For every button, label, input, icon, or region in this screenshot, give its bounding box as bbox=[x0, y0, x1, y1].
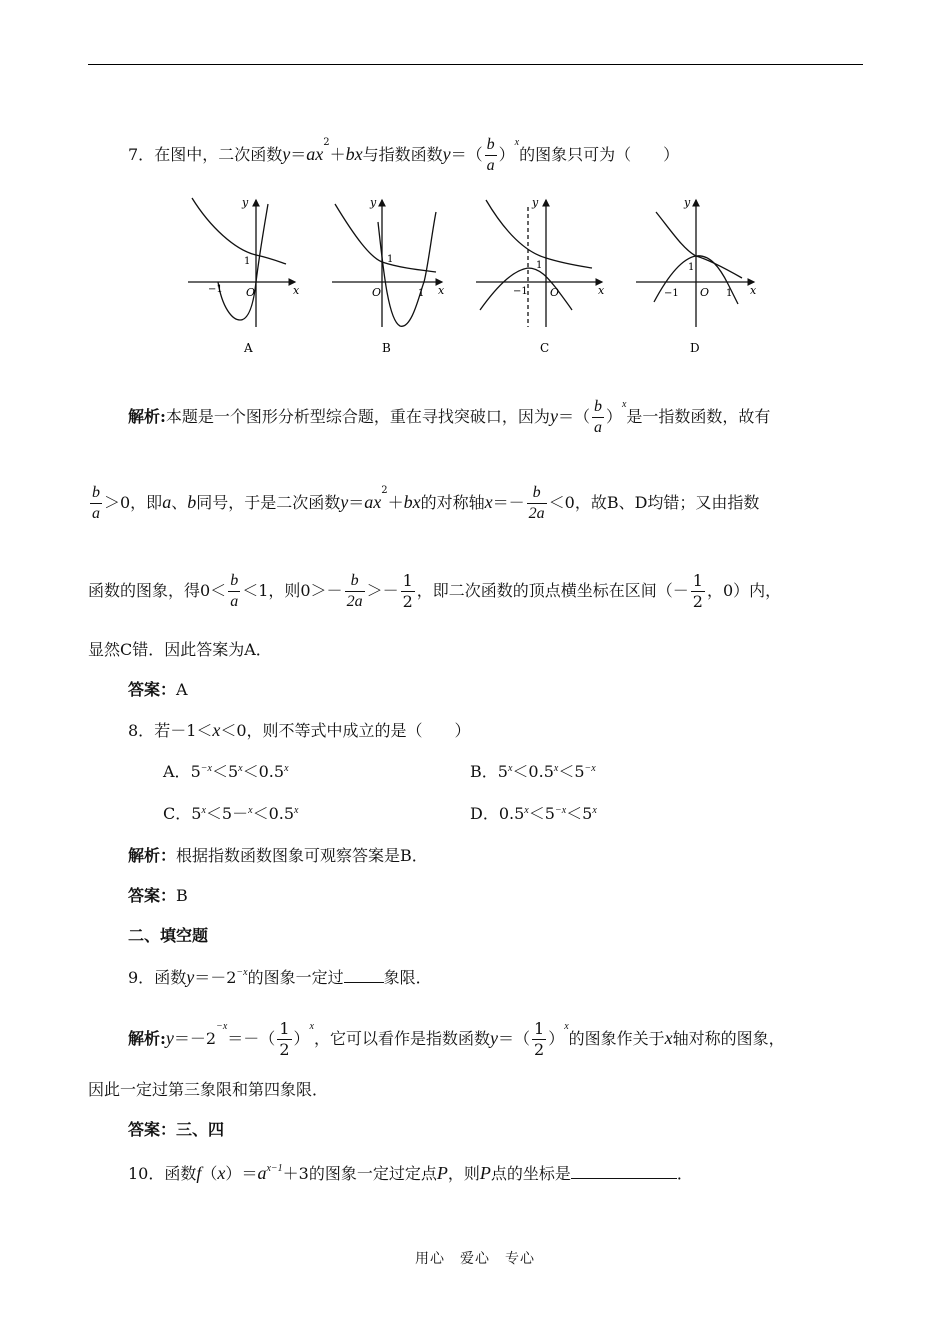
question-9: 9．函数$y=-2^{-x}$的图象一定过 象限． bbox=[128, 967, 432, 987]
graph-c-label: C bbox=[540, 341, 550, 355]
graph-b-one-x: 1 bbox=[418, 288, 425, 299]
analysis-9-line1: 解析$:y=-2^{-x}=-$（ $\frac{1}{2}$ ）$^x$，它可以看作是指数函数y＝（ $\frac{1}{2}$ ）$^x$的图象作关于x轴对称的图象， bbox=[128, 1019, 785, 1059]
analysis-7-line4: 显然C错．因此答案为A． bbox=[88, 640, 272, 659]
analysis-8: 解析：根据指数函数图象可观察答案是B． bbox=[128, 846, 428, 865]
fraction-b-over-a: $\frac{b}{a}$ bbox=[486, 136, 495, 174]
answer-8: 答案：B bbox=[128, 886, 188, 905]
graph-d-origin: O bbox=[700, 286, 710, 299]
graph-d-neg-one: −1 bbox=[664, 288, 679, 299]
graph-a-neg-one: −1 bbox=[208, 284, 223, 295]
graph-a-y: y bbox=[242, 196, 249, 209]
graph-b-label: B bbox=[382, 341, 391, 355]
graph-d-x: x bbox=[750, 284, 757, 297]
analysis-7-line1: 解析:本题是一个图形分析型综合题，重在寻找突破口，因为y＝（ $\frac{b}{a}$ ）$^x$是一指数函数，故有 bbox=[128, 398, 771, 436]
graph-d-one: 1 bbox=[688, 262, 695, 273]
graph-d bbox=[636, 200, 754, 327]
graph-a bbox=[188, 198, 295, 327]
graph-d-label: D bbox=[690, 341, 700, 355]
section-fill-in: 二、填空题 bbox=[128, 926, 209, 945]
question-7: 7．在图中，二次函数$y=ax^2+bx$与指数函数y＝（ $\frac{b}{a}$ ）$^x$的图象只可为（ ） bbox=[128, 136, 680, 174]
graphs-svg bbox=[180, 192, 780, 362]
graph-b-x: x bbox=[438, 284, 445, 297]
graph-a-origin: O bbox=[246, 286, 256, 299]
question-8: 8．若－1＜x＜0，则不等式中成立的是（ ） bbox=[128, 720, 471, 740]
graph-c-x: x bbox=[598, 284, 605, 297]
question-10: 10．函数$f(x)=a^{x-1}+3$的图象一定过定点P，则P点的坐标是 ． bbox=[128, 1163, 693, 1183]
graph-b-one: 1 bbox=[387, 254, 394, 265]
graph-c-origin: O bbox=[550, 286, 560, 299]
graph-a-x: x bbox=[293, 284, 300, 297]
option-c[interactable]: C．$5^x<5-^x<0.5^x$ bbox=[163, 804, 299, 823]
graph-d-one-x: 1 bbox=[726, 288, 733, 299]
answer-blank-9[interactable] bbox=[344, 966, 384, 983]
analysis-9-line2: 因此一定过第三象限和第四象限． bbox=[88, 1080, 329, 1099]
analysis-7-line2: $\frac{b}{a}$ ＞0，即a、b同号，于是二次函数$y=ax^2+bx$的对称轴x＝－ $\frac{b}{2a}$ ＜0，故B、D均错；又由指数 bbox=[92, 484, 760, 522]
graph-d-y: y bbox=[684, 196, 691, 209]
answer-7: 答案：A bbox=[128, 680, 188, 699]
graph-b-origin: O bbox=[372, 286, 382, 299]
answer-9: 答案：三、四 bbox=[128, 1120, 225, 1139]
graph-c-y: y bbox=[532, 196, 539, 209]
analysis-7-line3: 函数的图象，得0＜ $\frac{b}{a}$ ＜1，则0＞－ $\frac{b}{2a}$ ＞－ $\frac{1}{2}$ ，即二次函数的顶点横坐标在区间（－ $\frac{1}{2}$ ，0）内， bbox=[88, 571, 782, 611]
graph-options bbox=[180, 192, 780, 362]
page-footer: 用心 爱心 专心 bbox=[415, 1251, 535, 1267]
graph-c-one: 1 bbox=[536, 260, 543, 271]
option-a[interactable]: A．$5^{-x}<5^x<0.5^x$ bbox=[163, 762, 289, 781]
graph-a-label: A bbox=[244, 341, 253, 355]
option-d[interactable]: D．$0.5^x<5^{-x}<5^x$ bbox=[470, 804, 597, 823]
graph-c-neg-one: −1 bbox=[513, 286, 528, 297]
option-b[interactable]: B．$5^x<0.5^x<5^{-x}$ bbox=[470, 762, 596, 781]
graph-a-one: 1 bbox=[244, 256, 251, 267]
answer-blank-10[interactable] bbox=[571, 1162, 677, 1179]
header-rule bbox=[88, 64, 863, 65]
graph-b-y: y bbox=[370, 196, 377, 209]
